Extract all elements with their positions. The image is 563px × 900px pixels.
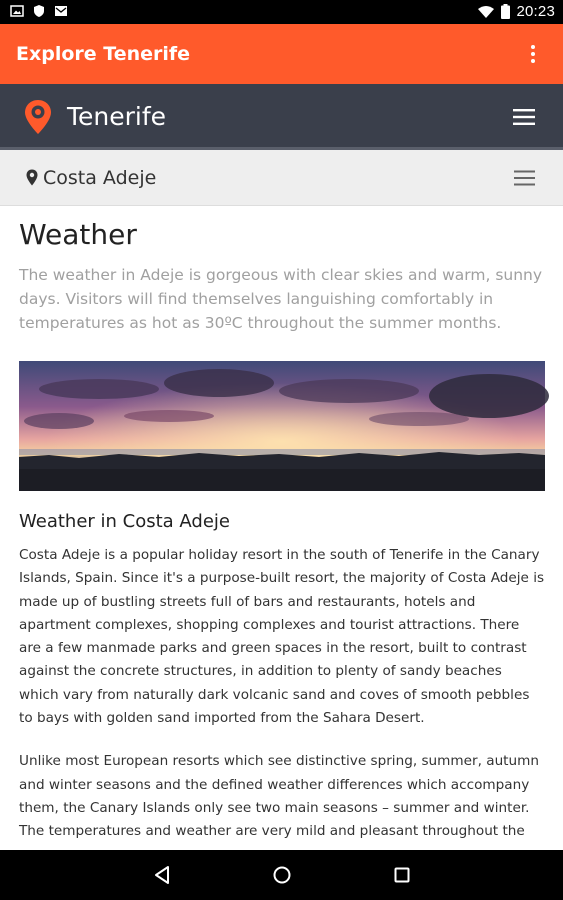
status-right (477, 3, 555, 20)
status-bar (0, 0, 563, 24)
body-paragraph: Costa Adeje is a popular holiday resort in the south of Tenerife in the Canary Islands, Spain. Since it's a purpose-built resort, the majority of Costa Adeje is made up of bustling streets full of bars and restaurants, hotels and apartment complexes, shopping complexes and tourist attractions. There are a few manmade parks and green spaces in the resort, built to contrast against the concrete structures, in addition to plenty of sandy beaches which vary from naturally dark volcanic sand and coves of smooth pebbles to bays with golden sand imported from the Sahara Desert. (19, 547, 545, 727)
hamburger-icon[interactable] (514, 170, 535, 186)
more-vert-icon[interactable] (529, 42, 537, 66)
back-triangle-icon[interactable] (152, 864, 174, 886)
map-pin-icon (26, 169, 38, 186)
article-content (19, 206, 545, 850)
recents-square-icon[interactable] (391, 864, 413, 886)
location-name: Costa Adeje (43, 167, 157, 189)
wifi-icon (477, 5, 495, 19)
sunset-panorama-image (19, 361, 545, 491)
hamburger-icon[interactable] (513, 109, 535, 125)
page-title: Weather (19, 218, 137, 251)
app-title: Explore Tenerife (16, 43, 191, 65)
mail-icon (54, 4, 68, 18)
battery-icon (501, 4, 510, 19)
section-heading: Weather in Costa Adeje (19, 511, 230, 532)
location-pin-icon (24, 99, 52, 135)
body-paragraph: Unlike most European resorts which see distinctive spring, summer, autumn and winter seasons and the defined weather differences which accompany them, the Canary Islands only see two main seasons – summer and winter. The temperatures and weather are very mild and pleasant throughout the (19, 753, 539, 840)
site-title: Tenerife (67, 102, 167, 131)
status-left-icons (10, 4, 68, 18)
system-nav-bar (0, 850, 563, 900)
status-time: 20:23 (516, 3, 555, 20)
lead-text: The weather in Adeje is gorgeous with clear skies and warm, sunny days. Visitors will find themselves languishing comfortably in temperatures as hot as 30ºC throughout the summer months. (19, 266, 543, 332)
site-header (0, 84, 563, 150)
app-bar (0, 24, 563, 84)
shield-icon (32, 4, 46, 18)
image-icon (10, 4, 24, 18)
location-bar (0, 150, 563, 206)
home-circle-icon[interactable] (271, 864, 293, 886)
